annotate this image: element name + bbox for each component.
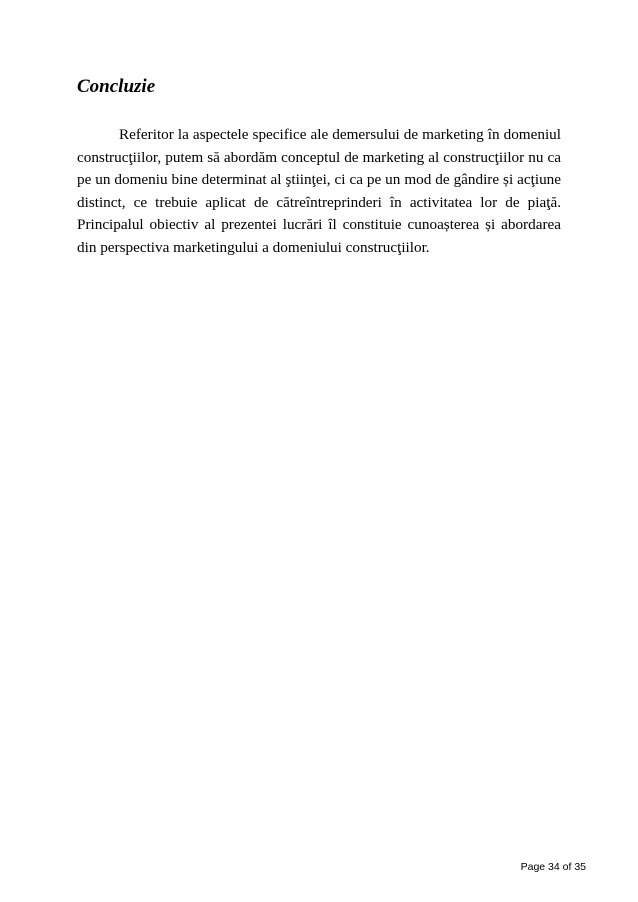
page-number: Page 34 of 35 xyxy=(520,861,586,873)
section-heading: Concluzie xyxy=(77,76,156,97)
conclusion-paragraph: Referitor la aspectele specifice ale demersului de marketing în domeniul construcţiilor, putem să abordăm conceptul de marketing al construcţiilor nu ca pe un domeniu bine determinat al ştiinţei, ci ca pe un mod de gândire și acţiune distinct, ce trebuie aplicat de cătreîntreprinderi în activitatea lor de piaţă. Principalul obiectiv al prezentei lucrări îl constituie cunoașterea și abordarea din perspectiva marketingului a domeniului construcţiilor. xyxy=(77,126,561,256)
